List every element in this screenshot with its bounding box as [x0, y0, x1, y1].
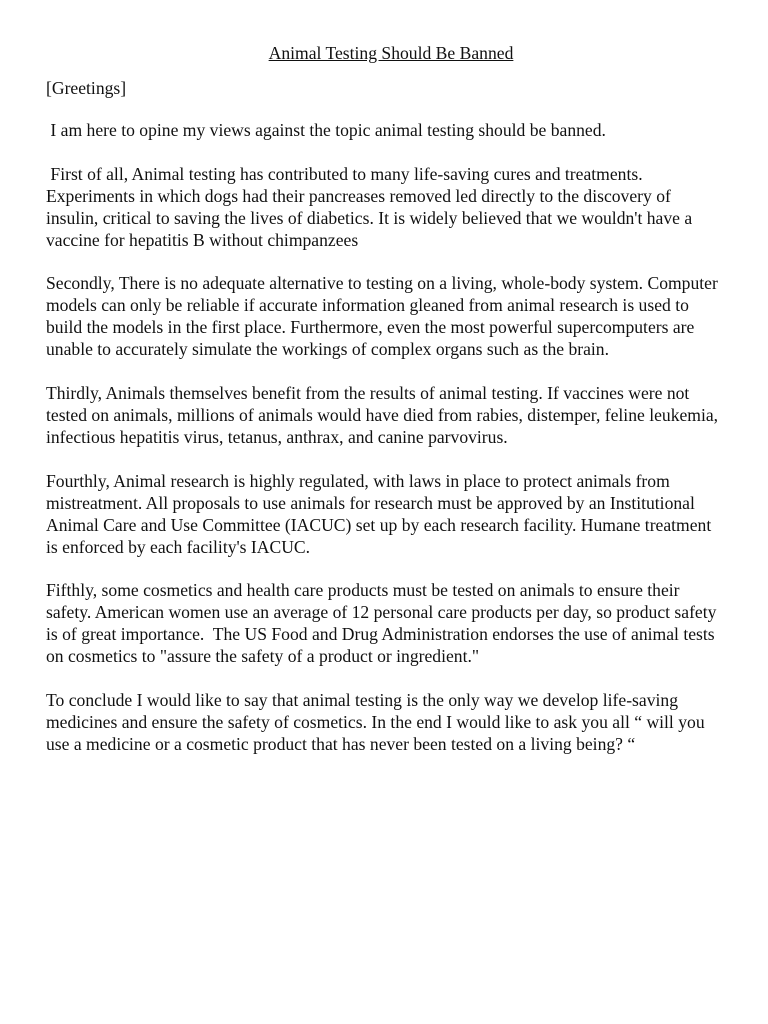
conclusion-paragraph: To conclude I would like to say that animal testing is the only way we develop life-saving medicines and ensure the safety of cosmetics. In the end I would like to ask you all “ will you use a medicine or a cosmetic product that has never been tested on a living being? “ — [46, 690, 705, 754]
intro-paragraph: I am here to opine my views against the topic animal testing should be banned. — [46, 119, 606, 140]
greeting-paragraph: [Greetings] — [46, 78, 127, 98]
fourth-point-paragraph: Fourthly, Animal research is highly regulated, with laws in place to protect animals from mistreatment. All proposals to use animals for research must be approved by an Institutional Animal Care and Use Committee (IACUC) set up by each research facility. Humane treatment is enforced by each facility's IACUC. — [46, 470, 712, 557]
first-point-paragraph: First of all, Animal testing has contributed to many life-saving cures and treatments. Experiments in which dogs had their pancreases removed led directly to the discovery of insulin, critical to saving the lives of diabetics. It is widely believed that we wouldn't have a vaccine for hepatitis B without chimpanzees — [46, 163, 697, 250]
third-point-paragraph: Thirdly, Animals themselves benefit from the results of animal testing. If vaccines were not tested on animals, millions of animals would have died from rabies, distemper, feline leukemia, infectious hepatitis virus, tetanus, anthrax, and canine parvovirus. — [46, 383, 719, 447]
fifth-point-paragraph: Fifthly, some cosmetics and health care products must be tested on animals to ensure their safety. American women use an average of 12 personal care products per day, so product safety is of great importance. The US Food and Drug Administration endorses the use of animal tests on cosmetics to "assure the safety of a product or ingredient." — [46, 580, 721, 667]
document-title: Animal Testing Should Be Banned — [268, 43, 514, 63]
second-point-paragraph: Secondly, There is no adequate alternative to testing on a living, whole-body system. Computer models can only be reliable if accurate information gleaned from animal research is used to build the models in the first place. Furthermore, even the most powerful supercomputers are unable to accurately simulate the workings of complex organs such as the brain. — [46, 273, 718, 360]
document-body — [46, 42, 726, 778]
